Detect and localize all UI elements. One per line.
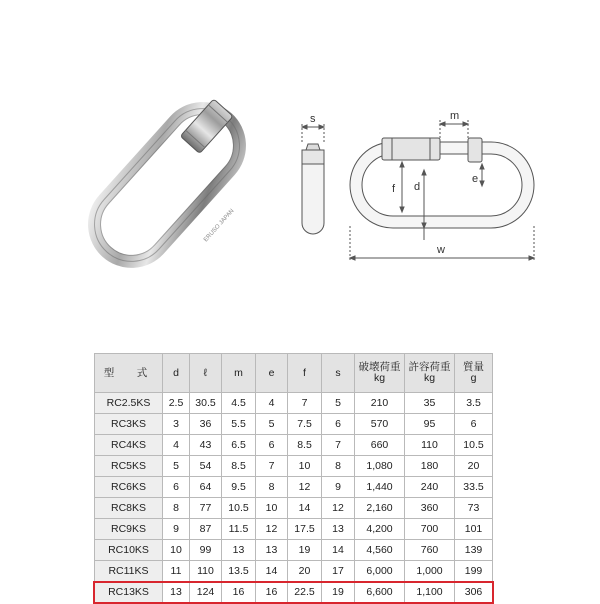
table-cell-mass: 73 <box>455 498 493 519</box>
column-header-unit: g <box>470 372 477 384</box>
table-cell-allow_load: 1,000 <box>405 561 455 582</box>
table-cell-d: 5 <box>163 456 190 477</box>
table-row <box>95 477 493 498</box>
table-cell-d: 3 <box>163 414 190 435</box>
table-cell-e: 6 <box>256 435 288 456</box>
column-header-break_load <box>355 354 405 393</box>
table-cell-break_load: 660 <box>355 435 405 456</box>
table-cell-e: 12 <box>256 519 288 540</box>
table-cell-f: 8.5 <box>288 435 322 456</box>
table-cell-allow_load: 180 <box>405 456 455 477</box>
table-cell-allow_load: 1,100 <box>405 582 455 603</box>
table-cell-e: 8 <box>256 477 288 498</box>
table-cell-s: 12 <box>322 498 355 519</box>
table-cell-break_load: 1,080 <box>355 456 405 477</box>
table-cell-mass: 6 <box>455 414 493 435</box>
table-cell-d: 11 <box>163 561 190 582</box>
table-cell-mass: 33.5 <box>455 477 493 498</box>
table-cell-allow_load: 240 <box>405 477 455 498</box>
column-header-label: 型 式 <box>103 366 154 379</box>
table-cell-e: 16 <box>256 582 288 603</box>
table-cell-l: 54 <box>190 456 222 477</box>
table-cell-s: 13 <box>322 519 355 540</box>
table-cell-l: 36 <box>190 414 222 435</box>
column-header-f <box>288 354 322 393</box>
column-header-unit: kg <box>423 372 436 384</box>
label-w: w <box>437 244 445 256</box>
table-cell-mass: 10.5 <box>455 435 493 456</box>
table-cell-allow_load: 360 <box>405 498 455 519</box>
table-cell-l: 124 <box>190 582 222 603</box>
table-cell-l: 30.5 <box>190 393 222 414</box>
table-cell-d: 2.5 <box>163 393 190 414</box>
table-cell-e: 5 <box>256 414 288 435</box>
table-cell-s: 8 <box>322 456 355 477</box>
table-cell-f: 17.5 <box>288 519 322 540</box>
table-cell-f: 10 <box>288 456 322 477</box>
column-header-label: 破壊荷重 <box>358 361 401 373</box>
column-header-s <box>322 354 355 393</box>
table-cell-mass: 101 <box>455 519 493 540</box>
table-cell-break_load: 570 <box>355 414 405 435</box>
column-header-model <box>95 354 163 393</box>
table-cell-break_load: 210 <box>355 393 405 414</box>
column-header-l <box>190 354 222 393</box>
table-cell-m: 13.5 <box>222 561 256 582</box>
table-cell-m: 9.5 <box>222 477 256 498</box>
table-cell-f: 22.5 <box>288 582 322 603</box>
sleeve-view <box>382 138 440 160</box>
table-cell-s: 17 <box>322 561 355 582</box>
label-s: s <box>310 113 316 125</box>
table-cell-mass: 199 <box>455 561 493 582</box>
table-cell-m: 5.5 <box>222 414 256 435</box>
table-cell-allow_load: 95 <box>405 414 455 435</box>
table-cell-model: RC9KS <box>95 519 163 540</box>
dimension-drawing <box>290 100 550 270</box>
table-cell-mass: 306 <box>455 582 493 603</box>
table-header-row <box>95 354 493 393</box>
engraving-text: ERUSO JAPAN <box>203 208 236 244</box>
table-cell-m: 6.5 <box>222 435 256 456</box>
column-header-label: s <box>335 366 341 379</box>
table-row <box>95 519 493 540</box>
table-cell-s: 6 <box>322 414 355 435</box>
table-cell-mass: 3.5 <box>455 393 493 414</box>
table-cell-l: 64 <box>190 477 222 498</box>
table-cell-allow_load: 35 <box>405 393 455 414</box>
table-cell-d: 6 <box>163 477 190 498</box>
table-cell-d: 13 <box>163 582 190 603</box>
table-cell-e: 13 <box>256 540 288 561</box>
table-cell-d: 9 <box>163 519 190 540</box>
table-cell-f: 7 <box>288 393 322 414</box>
table-cell-l: 43 <box>190 435 222 456</box>
table-cell-mass: 20 <box>455 456 493 477</box>
label-e: e <box>472 173 479 185</box>
column-header-mass <box>455 354 493 393</box>
table-cell-model: RC3KS <box>95 414 163 435</box>
table-cell-s: 14 <box>322 540 355 561</box>
table-cell-m: 16 <box>222 582 256 603</box>
table-cell-model: RC10KS <box>95 540 163 561</box>
table-cell-break_load: 1,440 <box>355 477 405 498</box>
table-row <box>95 393 493 414</box>
label-f: f <box>392 183 396 195</box>
table-cell-break_load: 4,200 <box>355 519 405 540</box>
table-cell-break_load: 2,160 <box>355 498 405 519</box>
column-header-d <box>163 354 190 393</box>
label-d: d <box>414 181 421 193</box>
table-row-highlighted <box>95 582 493 603</box>
table-cell-d: 4 <box>163 435 190 456</box>
table-cell-l: 77 <box>190 498 222 519</box>
table-cell-model: RC5KS <box>95 456 163 477</box>
quick-link-photo <box>56 82 278 288</box>
column-header-unit: kg <box>373 372 386 384</box>
table-cell-m: 13 <box>222 540 256 561</box>
table-cell-s: 5 <box>322 393 355 414</box>
column-header-allow_load <box>405 354 455 393</box>
label-m: m <box>450 110 460 122</box>
table-cell-f: 19 <box>288 540 322 561</box>
table-cell-l: 87 <box>190 519 222 540</box>
table-cell-model: RC13KS <box>95 582 163 603</box>
column-header-m <box>222 354 256 393</box>
table-cell-mass: 139 <box>455 540 493 561</box>
column-header-e <box>256 354 288 393</box>
table-cell-m: 4.5 <box>222 393 256 414</box>
table-cell-model: RC8KS <box>95 498 163 519</box>
table-cell-break_load: 6,600 <box>355 582 405 603</box>
table-cell-e: 14 <box>256 561 288 582</box>
table-cell-break_load: 4,560 <box>355 540 405 561</box>
column-header-label: ℓ <box>203 366 208 379</box>
table-cell-s: 7 <box>322 435 355 456</box>
table-cell-m: 11.5 <box>222 519 256 540</box>
table-row <box>95 561 493 582</box>
column-header-label: 質量 <box>463 361 484 373</box>
table-cell-d: 8 <box>163 498 190 519</box>
table-cell-e: 10 <box>256 498 288 519</box>
column-header-label: d <box>173 366 179 379</box>
table-row <box>95 498 493 519</box>
table-cell-allow_load: 110 <box>405 435 455 456</box>
table-cell-model: RC11KS <box>95 561 163 582</box>
table-cell-e: 4 <box>256 393 288 414</box>
table-row <box>95 435 493 456</box>
column-header-label: m <box>234 366 243 379</box>
table-cell-d: 10 <box>163 540 190 561</box>
table-cell-f: 12 <box>288 477 322 498</box>
table-body <box>95 393 493 603</box>
table-row <box>95 414 493 435</box>
column-header-label: e <box>268 366 275 379</box>
table-cell-s: 19 <box>322 582 355 603</box>
table-row <box>95 456 493 477</box>
spec-table <box>94 353 493 603</box>
table-cell-allow_load: 700 <box>405 519 455 540</box>
table-cell-model: RC2.5KS <box>95 393 163 414</box>
column-header-label: f <box>303 366 306 379</box>
table-cell-f: 20 <box>288 561 322 582</box>
table-cell-m: 8.5 <box>222 456 256 477</box>
table-cell-break_load: 6,000 <box>355 561 405 582</box>
table-cell-model: RC4KS <box>95 435 163 456</box>
table-cell-l: 99 <box>190 540 222 561</box>
table-cell-m: 10.5 <box>222 498 256 519</box>
table-cell-allow_load: 760 <box>405 540 455 561</box>
table-cell-l: 110 <box>190 561 222 582</box>
column-header-label: 許容荷重 <box>408 361 451 373</box>
table-cell-f: 7.5 <box>288 414 322 435</box>
table-cell-s: 9 <box>322 477 355 498</box>
table-cell-model: RC6KS <box>95 477 163 498</box>
table-cell-f: 14 <box>288 498 322 519</box>
table-row <box>95 540 493 561</box>
table-cell-e: 7 <box>256 456 288 477</box>
